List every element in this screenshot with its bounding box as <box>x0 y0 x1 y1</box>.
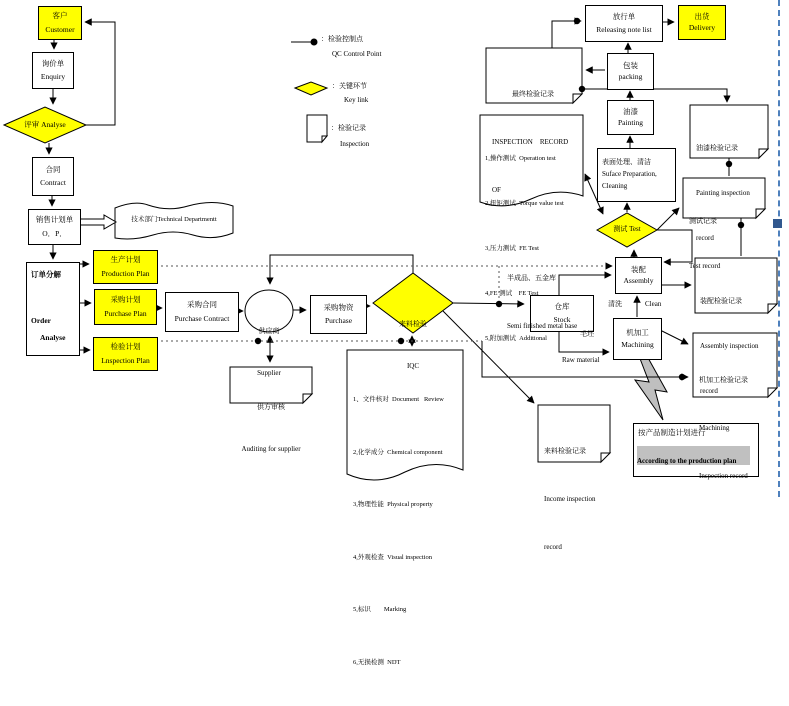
supplier-zh: 供应商 <box>258 327 280 335</box>
clean-label-zh: 清洗 <box>608 300 622 308</box>
releasing-en: Releasing note list <box>596 24 652 34</box>
painting-record-en2: record <box>696 234 714 242</box>
delivery-en: Delivery <box>688 23 716 32</box>
delivery-zh: 出货 <box>694 11 710 21</box>
node-production-plan[interactable] <box>93 250 158 284</box>
purchase-contract-en: Purchase Contract <box>174 313 230 323</box>
painting-record-en1: Painting inspection <box>696 189 750 197</box>
legend-key-en: Key link <box>344 96 369 104</box>
production-plan-en: Production Plan <box>101 268 150 278</box>
iqc-checklist <box>353 356 444 706</box>
contract-zh: 合同 <box>45 164 61 174</box>
test-checklist-line: 3,压力测试 FE Test <box>485 245 539 252</box>
purchase-goods-zh: 采购物资 <box>323 302 354 312</box>
contract-en: Contract <box>40 178 66 187</box>
order-zh: 订单分解 <box>31 270 61 279</box>
sales-plan-zh: 销售计划单 <box>35 215 74 225</box>
analyse-label: 评审 Analyse <box>24 120 66 129</box>
machining-record-en1: Machining <box>699 424 730 432</box>
purchase-plan-zh: 采购计划 <box>110 295 141 305</box>
iqc-checklist-line: 1、文件核对 Document Review <box>353 396 444 403</box>
node-sales-plan[interactable] <box>28 209 81 245</box>
customer-zh: 客户 <box>52 11 68 21</box>
node-contract[interactable] <box>32 157 74 196</box>
order-en1: Order <box>31 316 51 325</box>
iqc-checklist-line: 3,物理性能 Physical property <box>353 501 433 508</box>
machining-record-label <box>699 340 748 516</box>
legend-inspection-en: Inspection <box>340 140 370 148</box>
production-note-zh: 按产品制造计划进行 <box>638 428 706 437</box>
legend-key-diamond <box>295 82 327 95</box>
inspection-plan-zh: 检验计划 <box>110 342 141 352</box>
legend-qc-zh: ：检验控制点 <box>321 35 363 43</box>
production-plan-zh: 生产计划 <box>110 255 141 265</box>
purchase-contract-zh: 采购合同 <box>187 300 217 310</box>
lightning-bolt[interactable] <box>635 356 667 420</box>
order-en2: Analyse <box>40 333 66 342</box>
packing-zh: 包装 <box>623 60 638 70</box>
semi-finished-label <box>507 238 577 366</box>
raw-label-en: Raw material <box>562 356 600 364</box>
assembly-record-en1: Assembly inspection <box>700 342 759 350</box>
stock-zh: 仓库 <box>554 301 570 311</box>
machining-en: Machining <box>621 340 654 349</box>
machining-record-zh: 机加工检验记录 <box>699 376 748 384</box>
tech-dept-label: 技术部门Technical Departmentt <box>131 216 217 223</box>
iqc-checklist-line: 2,化学成分 Chemical component <box>353 448 443 456</box>
iqc-checklist-line: 6,无损检测 NDT <box>353 658 401 666</box>
canvas-boundary-dashed <box>778 0 780 497</box>
income-record-en1: Income inspection <box>544 495 596 503</box>
painting-zh: 油漆 <box>623 106 638 116</box>
income-record-zh: 来料检验记录 <box>544 447 586 455</box>
releasing-zh: 放行单 <box>612 12 636 22</box>
assembly-zh: 装配 <box>631 264 646 274</box>
canvas-resize-handle[interactable] <box>773 219 782 228</box>
semi-en: Semi finished metal base <box>507 322 578 330</box>
painting-en: Painting <box>617 118 643 127</box>
node-purchase-goods[interactable] <box>310 295 367 334</box>
raw-label-zh: 毛坯 <box>580 330 594 338</box>
iqc-checklist-line: 4,外观检查 Visual inspection <box>353 553 433 561</box>
purchase-plan-en: Purchase Plan <box>104 308 147 318</box>
node-machining[interactable] <box>613 318 662 360</box>
test-checklist-line: 4,FE 测试 FE Test <box>485 290 539 297</box>
final-record-zh: 最终检验记录 <box>512 90 554 98</box>
auditing-en: Auditing for supplier <box>241 445 301 453</box>
test-record-en1: Test record <box>689 262 721 270</box>
node-purchase-contract[interactable] <box>165 292 239 332</box>
surface-prep-en1: Suface Preparation, <box>602 170 657 179</box>
legend-inspection-doc <box>307 115 327 142</box>
test-checklist-line: 2,扭矩测试 Torque value test <box>485 200 564 207</box>
auditing-label <box>234 372 308 484</box>
enquiry-en: Enquiry <box>40 72 66 81</box>
legend-inspection-zh: ：检验记录 <box>331 124 366 132</box>
test-label: 测试 Test <box>613 225 641 233</box>
sales-plan-en: O．P． <box>42 228 67 238</box>
customer-en: Customer <box>45 24 75 34</box>
test-checklist-line: 1,操作测试 Operation test <box>485 155 556 162</box>
legend-qc-en: QC Control Point <box>332 50 382 58</box>
iqc-zh: 来料检验 <box>399 320 427 328</box>
clean-label-en: Clean <box>645 300 662 308</box>
income-record-label <box>544 411 596 587</box>
test-record-zh: 测试记录 <box>689 217 717 225</box>
surface-prep-en2: Cleaning <box>602 181 628 190</box>
inspection-plan-en: Lnspection Plan <box>101 355 150 365</box>
iqc-en: IQC <box>406 362 420 370</box>
node-surface-prep[interactable] <box>597 148 676 202</box>
income-record-en2: record <box>544 543 562 551</box>
node-purchase-plan[interactable] <box>94 289 157 325</box>
node-enquiry[interactable] <box>32 52 74 89</box>
auditing-zh: 供方审核 <box>257 403 285 411</box>
machining-record-en2: Inspection record <box>699 472 748 480</box>
legend-qc-dot <box>311 39 318 46</box>
node-delivery[interactable] <box>678 5 726 40</box>
node-inspection-plan[interactable] <box>93 337 158 371</box>
node-releasing[interactable] <box>585 5 663 42</box>
purchase-goods-en: Purchase <box>324 316 353 325</box>
test-checklist-line: 5,附加测试 Additional <box>485 335 547 342</box>
enquiry-zh: 询价单 <box>41 58 65 68</box>
legend-key-zh: ：关键环节 <box>332 82 367 90</box>
assembly-record-zh: 装配检验记录 <box>700 297 742 305</box>
node-customer[interactable] <box>38 6 82 40</box>
machining-zh: 机加工 <box>626 327 649 337</box>
supplier-en: Supplier <box>257 369 281 377</box>
surface-prep-zh: 表面处理、清洁 <box>602 158 651 167</box>
final-record-label <box>492 54 568 230</box>
semi-zh: 半成品、五金库 <box>507 274 556 282</box>
final-record-en2: OF <box>492 186 501 194</box>
stock-en: Stock <box>553 315 571 324</box>
op-to-tech-open-arrow <box>80 215 116 229</box>
final-record-en1: INSPECTION RECORD <box>492 138 569 146</box>
production-note-en: According to the production plan <box>637 457 737 465</box>
assembly-record-en2: record <box>700 387 718 395</box>
iqc-checklist-line: 5,标识 Marking <box>353 606 407 613</box>
node-packing[interactable] <box>607 53 654 90</box>
packing-en: packing <box>618 72 643 81</box>
node-painting[interactable] <box>607 100 654 135</box>
painting-record-zh: 油漆检验记录 <box>696 144 738 152</box>
assembly-en: Assembly <box>623 276 654 285</box>
node-assembly[interactable] <box>615 257 662 294</box>
